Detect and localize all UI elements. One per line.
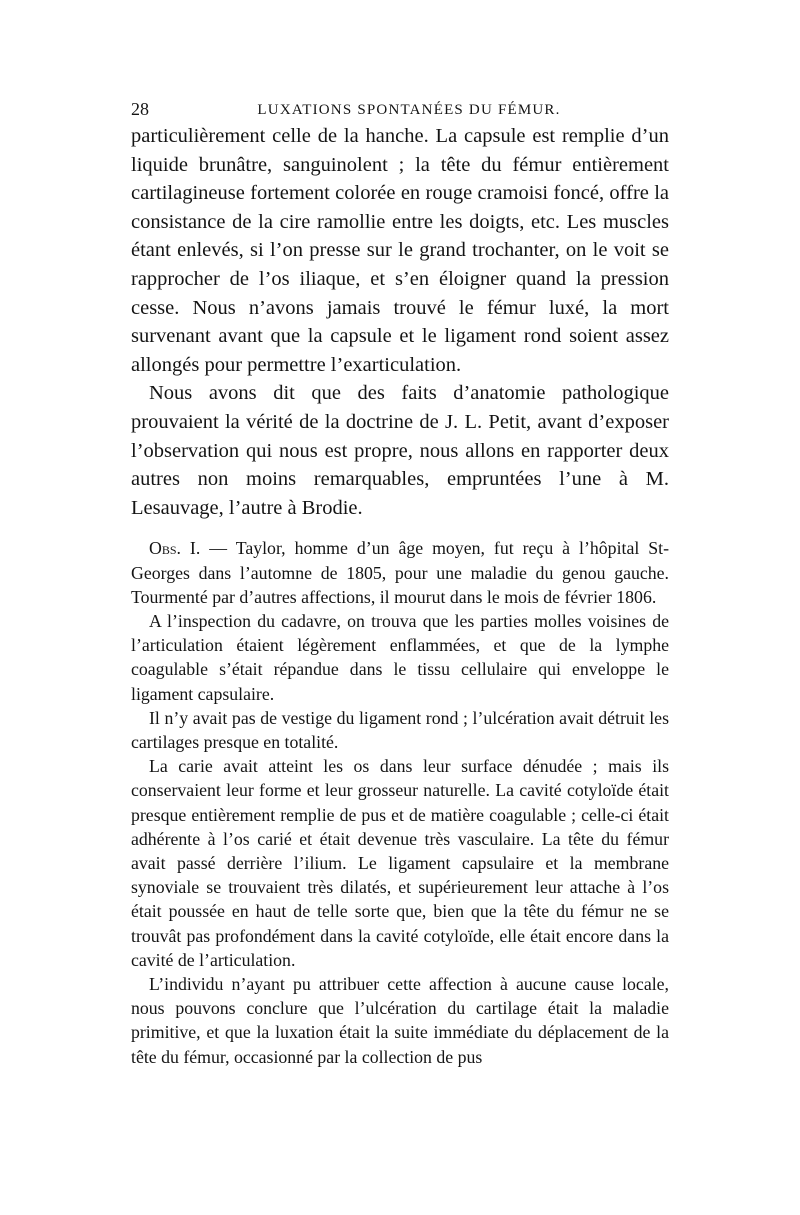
body-paragraph: particulièrement celle de la hanche. La capsule est remplie d’un liquide brunâtre, sanguinolent ; la tête du fémur entièrement cartilagineuse fortement colorée en rouge cramoisi foncé, offre la consistance de la cire ramollie entre les doigts, etc. Les muscles étant enlevés, si l’on presse sur le grand trochanter, on le voit se rapprocher de l’os iliaque, et s’en éloigner quand la pression cesse. Nous n’avons jamais trouvé le fémur luxé, la mort survenant avant que la capsule et le ligament rond soient assez allongés pour permettre l’exarticulation.: [131, 125, 669, 376]
text-block: [131, 122, 669, 1069]
observation-label: Obs. I.: [149, 538, 201, 559]
observation-paragraph: La carie avait atteint les os dans leur surface dénudée ; mais ils conservaient leur forme et leur grosseur naturelle. La cavité cotyloïde était presque entièrement remplie de pus et de matière coagulable ; celle-ci était adhérente à l’os carié et était devenue très vasculaire. La tête du fémur avait passé derrière l’ilium. Le ligament capsulaire et la membrane synoviale se trouvaient très dilatés, et supérieurement leur attache à l’os était poussée en haut de telle sorte que, bien que la tête du fémur ne se trouvât pas profondément dans la cavité cotyloïde, elle était encore dans la cavité de l’articulation.: [131, 756, 669, 970]
observation-section: [131, 536, 669, 1068]
observation-dash: —: [200, 538, 236, 559]
observation-heading-paragraph: [131, 536, 669, 609]
running-head: [131, 99, 669, 121]
observation-paragraph: A l’inspection du cadavre, on trouva que les parties molles voisines de l’articulation étaient légèrement enflammées, et que de la lymphe coagulable s’était répandue dans le tissu cellulaire qui enveloppe le ligament capsulaire.: [131, 610, 669, 704]
body-paragraph: Nous avons dit que des faits d’anatomie pathologique prouvaient la vérité de la doctrine de J. L. Petit, avant d’exposer l’observation qui nous est propre, nous allons en rapporter deux autres non moins remarquables, empruntées l’une à M. Lesauvage, l’autre à Brodie.: [131, 382, 669, 519]
page-number: 28: [131, 99, 149, 119]
running-title: LUXATIONS SPONTANÉES DU FÉMUR.: [257, 102, 561, 118]
observation-paragraph: L’individu n’ayant pu attribuer cette affection à aucune cause locale, nous pouvons conclure que l’ulcération du cartilage était la maladie primitive, et que la luxation était la suite immédiate du déplacement de la tête du fémur, occasionné par la collection de pus: [131, 973, 669, 1067]
observation-first-text: Taylor, homme d’un âge moyen, fut reçu à l’hôpital St-Georges dans l’automne de 1805, pour une maladie du genou gauche. Tourmenté par d’autres affections, il mourut dans le mois de février 1806.: [131, 538, 670, 607]
observation-paragraph: Il n’y avait pas de vestige du ligament rond ; l’ulcération avait détruit les cartilages presque en totalité.: [131, 707, 669, 752]
